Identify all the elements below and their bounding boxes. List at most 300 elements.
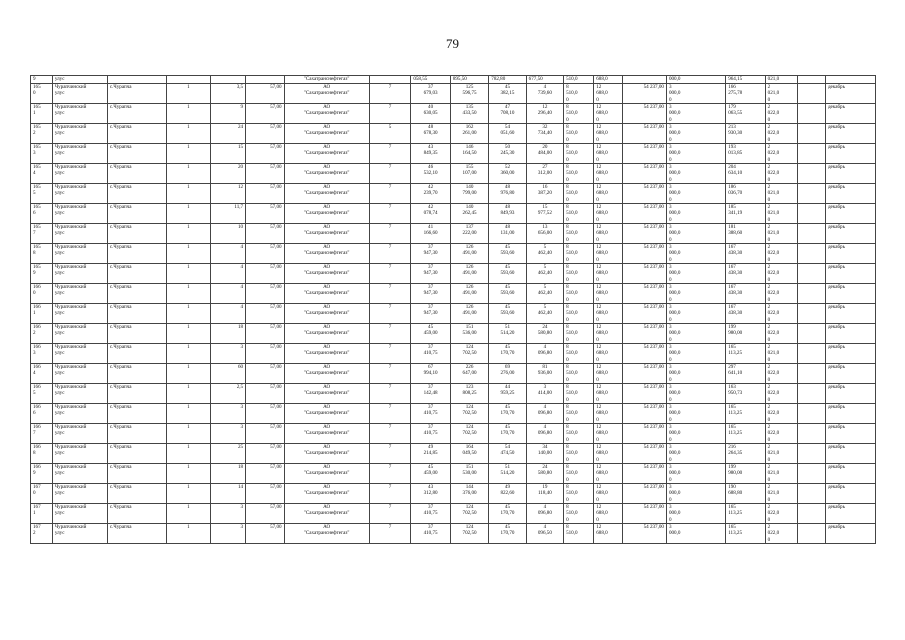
- cell-line: 12: [596, 524, 602, 530]
- cell-line: 702,50: [462, 530, 477, 537]
- cell-line: 165: [33, 144, 41, 150]
- cell-line: 4: [543, 404, 547, 410]
- table-cell: [369, 244, 411, 264]
- cell-line: 0: [668, 136, 672, 143]
- table-cell: [246, 204, 284, 224]
- cell-line: 52: [504, 164, 511, 170]
- table-cell: [107, 144, 166, 164]
- cell-line: 0: [33, 290, 36, 297]
- table-cell: [52, 244, 107, 264]
- cell-line: 57,00: [270, 444, 282, 450]
- table-cell: [726, 444, 765, 464]
- table-cell: [52, 444, 107, 464]
- cell-line: 4: [240, 264, 244, 270]
- table-cell: [825, 484, 875, 504]
- table-cell: [797, 484, 825, 504]
- cell-line: 0: [668, 356, 672, 363]
- cell-line: 2: [33, 330, 36, 337]
- table-cell: [526, 424, 563, 444]
- cell-line: 0: [33, 490, 36, 497]
- cell-line: 113,25: [728, 530, 743, 537]
- cell-line: 1: [187, 124, 190, 130]
- table-cell: [594, 164, 623, 184]
- cell-line: улус: [54, 410, 65, 417]
- table-cell: [825, 304, 875, 324]
- cell: 782,80: [489, 76, 526, 84]
- table-cell: [284, 364, 369, 384]
- table-cell: [666, 184, 725, 204]
- cell-line: декабрь: [827, 444, 845, 450]
- cell-line: 126: [465, 264, 474, 270]
- cell-line: с.Чурапча: [109, 484, 132, 490]
- table-cell: [489, 124, 526, 144]
- cell-line: АО: [323, 464, 331, 470]
- table-cell: [765, 124, 797, 144]
- table-cell: [450, 184, 488, 204]
- table-cell: [246, 144, 284, 164]
- table-row: [31, 464, 876, 484]
- cell-line: 000,0: [668, 390, 681, 397]
- cell-line: 3: [668, 344, 672, 350]
- cell-line: 360,00: [500, 170, 515, 177]
- table-cell: [107, 504, 166, 524]
- cell-line: улус: [54, 530, 65, 537]
- cell-line: 275,78: [728, 90, 743, 97]
- table-cell: [765, 144, 797, 164]
- cell-line: 165: [33, 244, 41, 250]
- cell-line: улус: [54, 470, 65, 477]
- table-cell: [726, 284, 765, 304]
- cell-line: 510,0: [566, 90, 578, 97]
- table-cell: [284, 384, 369, 404]
- table-cell: [167, 444, 211, 464]
- cell-line: с.Чурапча: [109, 184, 132, 190]
- cell-line: 1: [187, 364, 190, 370]
- cell-line: 930,30: [728, 130, 743, 137]
- cell-line: 162: [465, 124, 474, 130]
- cell-line: 54 237,00: [643, 344, 664, 350]
- cell-line: 213: [728, 124, 736, 130]
- table-row: [31, 104, 876, 124]
- table-cell: [411, 384, 450, 404]
- table-cell: [450, 404, 488, 424]
- table-cell: [825, 364, 875, 384]
- cell-line: 510,0: [566, 350, 578, 357]
- cell-line: 459,00: [423, 330, 438, 337]
- table-cell: [526, 264, 563, 284]
- cell-line: 165: [33, 84, 41, 90]
- table-cell: [107, 84, 166, 104]
- cell-line: 12: [596, 384, 602, 390]
- cell-line: 980,00: [728, 470, 743, 477]
- cell-line: 022,0: [767, 110, 780, 117]
- table-cell: [52, 484, 107, 504]
- cell-line: 167: [728, 284, 736, 290]
- table-cell: [526, 204, 563, 224]
- cell-line: 146: [465, 144, 474, 150]
- cell-line: "Сахатранснефтегаз": [303, 190, 350, 197]
- cell-line: 43: [428, 484, 434, 490]
- cell-line: 0: [668, 416, 672, 423]
- table-cell: [411, 504, 450, 524]
- table-cell: [31, 444, 53, 464]
- table-cell: [623, 384, 667, 404]
- table-cell: [31, 304, 53, 324]
- cell-line: 3: [668, 104, 672, 110]
- table-cell: [765, 164, 797, 184]
- cell-line: 1: [33, 510, 36, 517]
- cell-line: 491,00: [462, 250, 477, 257]
- cell-line: 14: [238, 484, 244, 490]
- table-cell: [167, 184, 211, 204]
- table-cell: [210, 304, 245, 324]
- cell-line: Чурапчинский: [54, 84, 87, 90]
- table-cell: [369, 204, 411, 224]
- cell-line: АО: [323, 144, 331, 150]
- cell-line: 3: [668, 164, 672, 170]
- table-cell: [526, 164, 563, 184]
- table-cell: [450, 304, 488, 324]
- cell-line: 0: [596, 216, 599, 223]
- table-cell: [284, 464, 369, 484]
- cell-line: с.Чурапча: [109, 444, 132, 450]
- table-cell: [246, 324, 284, 344]
- cell-line: 4: [240, 244, 244, 250]
- cell-line: 688,0: [596, 350, 608, 357]
- cell-line: 7: [388, 464, 392, 470]
- cell-line: 45: [504, 404, 511, 410]
- table-cell: [107, 224, 166, 244]
- table-cell: [564, 84, 594, 104]
- table-cell: [369, 144, 411, 164]
- table-cell: [246, 484, 284, 504]
- table-cell: [623, 104, 667, 124]
- table-cell: [726, 264, 765, 284]
- cell-line: 0: [596, 136, 599, 143]
- cell-line: декабрь: [827, 344, 845, 350]
- cell-line: 2: [767, 324, 771, 330]
- table-cell: [526, 224, 563, 244]
- cell-line: декабрь: [827, 144, 845, 150]
- table-cell: [526, 244, 563, 264]
- cell-line: 3: [668, 464, 672, 470]
- cell-line: 7: [388, 424, 392, 430]
- table-cell: [450, 484, 488, 504]
- cell-line: 165: [728, 424, 736, 430]
- table-cell: [167, 504, 211, 524]
- cell-line: 41: [428, 224, 434, 230]
- cell-line: 000,0: [668, 190, 681, 197]
- table-cell: [167, 144, 211, 164]
- table-cell: [594, 364, 623, 384]
- cell-line: 799,00: [462, 190, 477, 197]
- cell-line: 382,15: [500, 90, 515, 97]
- cell-line: 433,50: [462, 110, 477, 117]
- table-cell: [526, 304, 563, 324]
- page-number: 79: [446, 36, 459, 51]
- table-cell: [284, 504, 369, 524]
- cell-line: 2: [767, 104, 771, 110]
- table-cell: [666, 204, 725, 224]
- cell-line: 3: [668, 504, 672, 510]
- table-cell: [564, 104, 594, 124]
- table-cell: [210, 264, 245, 284]
- cell-line: 0: [767, 356, 771, 363]
- table-cell: [210, 224, 245, 244]
- table-cell: [369, 444, 411, 464]
- cell-line: 57,00: [270, 504, 282, 510]
- cell-line: 734,40: [537, 130, 552, 137]
- cell-line: улус: [54, 90, 65, 97]
- cell-line: 49: [504, 484, 511, 490]
- table-cell: [765, 324, 797, 344]
- table-cell: [594, 244, 623, 264]
- cell-line: 57,00: [270, 484, 282, 490]
- table-cell: [369, 484, 411, 504]
- table-cell: [594, 344, 623, 364]
- cell-line: улус: [54, 290, 65, 297]
- cell-line: 45: [504, 84, 511, 90]
- table-cell: [450, 464, 488, 484]
- cell-line: 4: [33, 170, 36, 177]
- cell-line: 000,0: [668, 150, 681, 157]
- cell-line: 45: [504, 424, 511, 430]
- table-cell: [489, 144, 526, 164]
- cell-line: 688,0: [596, 230, 608, 237]
- cell: 677,50: [526, 76, 563, 84]
- table-row: [31, 284, 876, 304]
- cell-line: 7: [388, 324, 392, 330]
- table-cell: [765, 464, 797, 484]
- table-cell: [52, 264, 107, 284]
- cell-line: 50: [504, 144, 511, 150]
- cell-line: 2: [767, 524, 771, 530]
- table-cell: [107, 304, 166, 324]
- cell-line: 45: [504, 304, 511, 310]
- table-cell: [594, 304, 623, 324]
- cell-line: 000,0: [668, 490, 681, 497]
- cell-line: 0: [668, 116, 672, 123]
- cell-line: улус: [54, 450, 65, 457]
- cell-line: 2: [767, 164, 771, 170]
- cell-line: 532,10: [423, 170, 438, 177]
- cell-line: 634,10: [728, 170, 743, 177]
- table-cell: [797, 464, 825, 484]
- table-cell: [594, 184, 623, 204]
- cell-line: 8: [566, 224, 569, 230]
- cell-line: 0: [668, 156, 672, 163]
- cell-line: 12: [596, 184, 602, 190]
- table-cell: [246, 264, 284, 284]
- table-cell: [594, 264, 623, 284]
- table-cell: [210, 104, 245, 124]
- cell-line: 165: [33, 264, 41, 270]
- cell-line: "Сахатранснефтегаз": [303, 430, 350, 437]
- table-cell: [210, 204, 245, 224]
- cell-line: 2: [767, 184, 771, 190]
- cell-line: улус: [54, 350, 65, 357]
- table-cell: [284, 84, 369, 104]
- cell-line: 3: [668, 364, 672, 370]
- cell-line: 54 237,00: [643, 164, 664, 170]
- cell-line: 000,0: [668, 210, 681, 217]
- cell-line: улус: [54, 430, 65, 437]
- table-cell: [526, 484, 563, 504]
- cell-line: 165: [33, 104, 41, 110]
- table-cell: [369, 324, 411, 344]
- table-row: [31, 204, 876, 224]
- cell-line: 9: [33, 270, 36, 277]
- cell-line: 20: [238, 164, 244, 170]
- cell-line: 0: [767, 516, 771, 523]
- table-cell: [594, 384, 623, 404]
- table-cell: [666, 504, 725, 524]
- cell-line: 000,0: [668, 450, 681, 457]
- table-cell: [564, 224, 594, 244]
- cell-line: 48: [428, 124, 434, 130]
- table-cell: [564, 464, 594, 484]
- cell-line: 8: [566, 264, 569, 270]
- cell-line: 7: [388, 304, 392, 310]
- table-row: [31, 324, 876, 344]
- table-cell: [765, 104, 797, 124]
- cell-line: 959,25: [500, 390, 515, 397]
- cell-line: 3: [668, 304, 672, 310]
- cell-line: 57,00: [270, 464, 282, 470]
- cell-line: 510,0: [566, 150, 578, 157]
- cell-line: 262,45: [462, 210, 477, 217]
- table-cell: [726, 104, 765, 124]
- cell-line: 021,0: [767, 90, 780, 97]
- cell-line: 9: [33, 470, 36, 477]
- table-cell: [825, 284, 875, 304]
- table-cell: [797, 284, 825, 304]
- table-cell: [167, 524, 211, 544]
- cell-line: 45: [504, 344, 511, 350]
- table-cell: [369, 284, 411, 304]
- table-cell: [246, 244, 284, 264]
- cell-line: 510,0: [566, 110, 578, 117]
- cell-line: 2: [767, 244, 771, 250]
- cell-line: 3: [668, 324, 672, 330]
- table-cell: [526, 364, 563, 384]
- table-cell: [526, 124, 563, 144]
- table-row: [31, 504, 876, 524]
- cell-line: улус: [54, 510, 65, 517]
- cell-line: 510,0: [566, 130, 578, 137]
- table-cell: [450, 224, 488, 244]
- table-cell: [284, 144, 369, 164]
- table-cell: [825, 384, 875, 404]
- table-cell: [526, 344, 563, 364]
- cell-line: 0: [668, 376, 672, 383]
- cell-line: 12: [596, 244, 602, 250]
- table-cell: [210, 164, 245, 184]
- table-cell: [411, 424, 450, 444]
- cell-line: 37: [428, 504, 434, 510]
- cell-line: 2: [767, 404, 771, 410]
- table-cell: [825, 144, 875, 164]
- table-cell: [52, 524, 107, 544]
- cell-line: АО: [323, 264, 331, 270]
- cell-line: 021,0: [767, 450, 780, 457]
- cell-line: 0: [767, 456, 771, 463]
- table-cell: [726, 324, 765, 344]
- cell-line: 167: [728, 244, 736, 250]
- cell-line: 140,00: [537, 450, 552, 457]
- table-cell: [411, 264, 450, 284]
- cell-line: 165: [33, 224, 41, 230]
- table-cell: [526, 384, 563, 404]
- cell-line: 000,0: [668, 370, 681, 377]
- cell-line: 410,75: [423, 530, 438, 537]
- table-cell: [564, 304, 594, 324]
- table-cell: [450, 264, 488, 284]
- cell-line: "Сахатранснефтегаз": [303, 370, 350, 377]
- table-cell: [797, 504, 825, 524]
- table-cell: [666, 424, 725, 444]
- cell-line: 126: [465, 304, 474, 310]
- cell-line: 3: [668, 224, 672, 230]
- cell-line: 245,30: [500, 150, 515, 157]
- cell-line: 474,50: [500, 450, 515, 457]
- table-row: [31, 264, 876, 284]
- cell-line: 8: [33, 250, 36, 257]
- cell-line: 510,0: [566, 490, 578, 497]
- cell-line: 000,0: [668, 250, 681, 257]
- cell-line: 204: [728, 164, 736, 170]
- cell-line: 0: [668, 516, 672, 523]
- cell-line: улус: [54, 330, 65, 337]
- table-cell: [450, 504, 488, 524]
- cell-line: 54 237,00: [643, 424, 664, 430]
- table-cell: [411, 104, 450, 124]
- cell-line: 022,0: [767, 330, 780, 337]
- cell-line: 1: [187, 284, 190, 290]
- table-cell: [526, 84, 563, 104]
- table-cell: [450, 104, 488, 124]
- table-cell: [765, 84, 797, 104]
- table-cell: [526, 524, 563, 544]
- table-cell: [284, 104, 369, 124]
- cell-line: с.Чурапча: [109, 504, 132, 510]
- cell-line: 596,75: [462, 90, 477, 97]
- cell-line: Чурапчинский: [54, 344, 87, 350]
- cell-line: 0: [668, 296, 672, 303]
- table-cell: [31, 364, 53, 384]
- cell-line: 0: [767, 376, 771, 383]
- table-cell: [31, 224, 53, 244]
- cell-line: 57,00: [270, 84, 282, 90]
- table-cell: [246, 304, 284, 324]
- cell-line: 57,00: [270, 384, 282, 390]
- cell-line: "Сахатранснефтегаз": [303, 150, 350, 157]
- cell-line: 3: [668, 184, 672, 190]
- cell-line: 167: [33, 524, 41, 530]
- table-cell: [411, 184, 450, 204]
- cell-line: 142,48: [423, 390, 438, 397]
- cell-line: 124: [465, 344, 474, 350]
- cell-line: улус: [54, 390, 65, 397]
- cell-line: 0: [767, 156, 771, 163]
- cell-line: 414,00: [537, 390, 552, 397]
- cell-line: 0: [596, 396, 599, 403]
- cell-line: 12: [238, 184, 244, 190]
- cell-line: 510,0: [566, 170, 578, 177]
- cell-line: АО: [323, 524, 331, 530]
- cell-line: 151: [465, 324, 474, 330]
- cell-line: декабрь: [827, 364, 845, 370]
